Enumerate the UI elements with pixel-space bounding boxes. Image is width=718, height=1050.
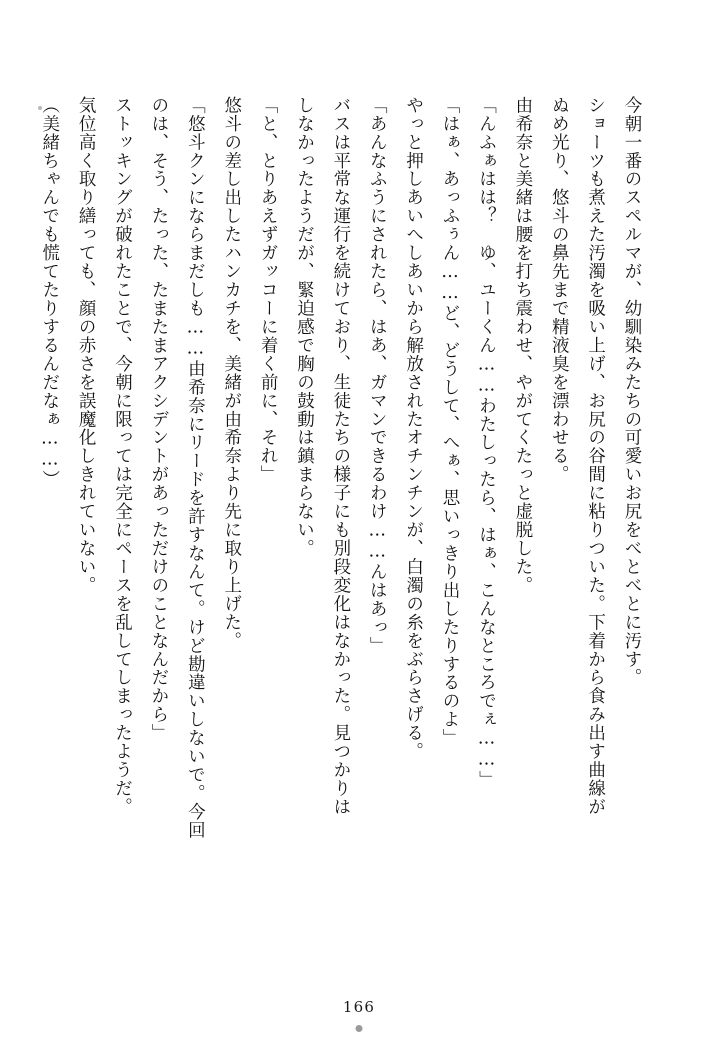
paragraph: ショーツも煮えた汚濁を吸い上げ、お尻の谷間に粘りついた。下着から食み出す曲線が	[585, 96, 606, 817]
paragraph: 「んふぁはは？ ゆ、ユーくん……わたしったら、はぁ、こんなところでぇ……」	[476, 96, 497, 790]
paragraph: 気位高く取り繕っても、顔の赤さを誤魔化しきれていない。	[76, 96, 97, 595]
paragraph: のは、そう、たった、たまたまアクシデントがあっただけのことなんだから」	[148, 96, 169, 743]
page-number: 166	[342, 998, 376, 1016]
paragraph: （美緒ちゃんでも慌てたりするんだなぁ……）	[39, 96, 60, 489]
paragraph: しなかったようだが、緊迫感で胸の鼓動は鎮まらない。	[294, 96, 315, 558]
paragraph: 悠斗の差し出したハンカチを、美緒が由希奈より先に取り上げた。	[221, 96, 242, 650]
paragraph: 「悠斗クンにならまだしも……由希奈にリードを許すなんて。けど勘違いしないで。今回	[185, 96, 206, 840]
paragraph: ストッキングが破れたことで、今朝に限っては完全にペースを乱してしまったようだ。	[112, 96, 133, 817]
paragraph: やっと押しあいへしあいから解放されたオチンチンが、白濁の糸をぶらさげる。	[403, 96, 424, 761]
paragraph: 「あんなふうにされたら、はあ、ガマンできるわけ……んはあっ」	[367, 96, 388, 655]
vertical-text-body	[39, 96, 650, 976]
paragraph: 「はぁ、あっふぅん……ど、どうして、へぁ、思いっきり出したりするのよ」	[440, 96, 461, 748]
paragraph: ぬめ光り、悠斗の鼻先まで精液臭を漂わせる。	[549, 96, 570, 484]
paragraph: 「と、とりあえずガッコーに着く前に、それ」	[258, 96, 279, 484]
footer-dot-mark	[356, 1025, 363, 1032]
paragraph: バスは平常な運行を続けており、生徒たちの様子にも別段変化はなかった。見つかりは	[330, 96, 351, 817]
paragraph: 由希奈と美緒は腰を打ち震わせ、やがてくたっと虚脱した。	[512, 96, 533, 595]
paragraph: 今朝一番のスペルマが、幼馴染みたちの可愛いお尻をべとべとに汚す。	[622, 96, 642, 687]
